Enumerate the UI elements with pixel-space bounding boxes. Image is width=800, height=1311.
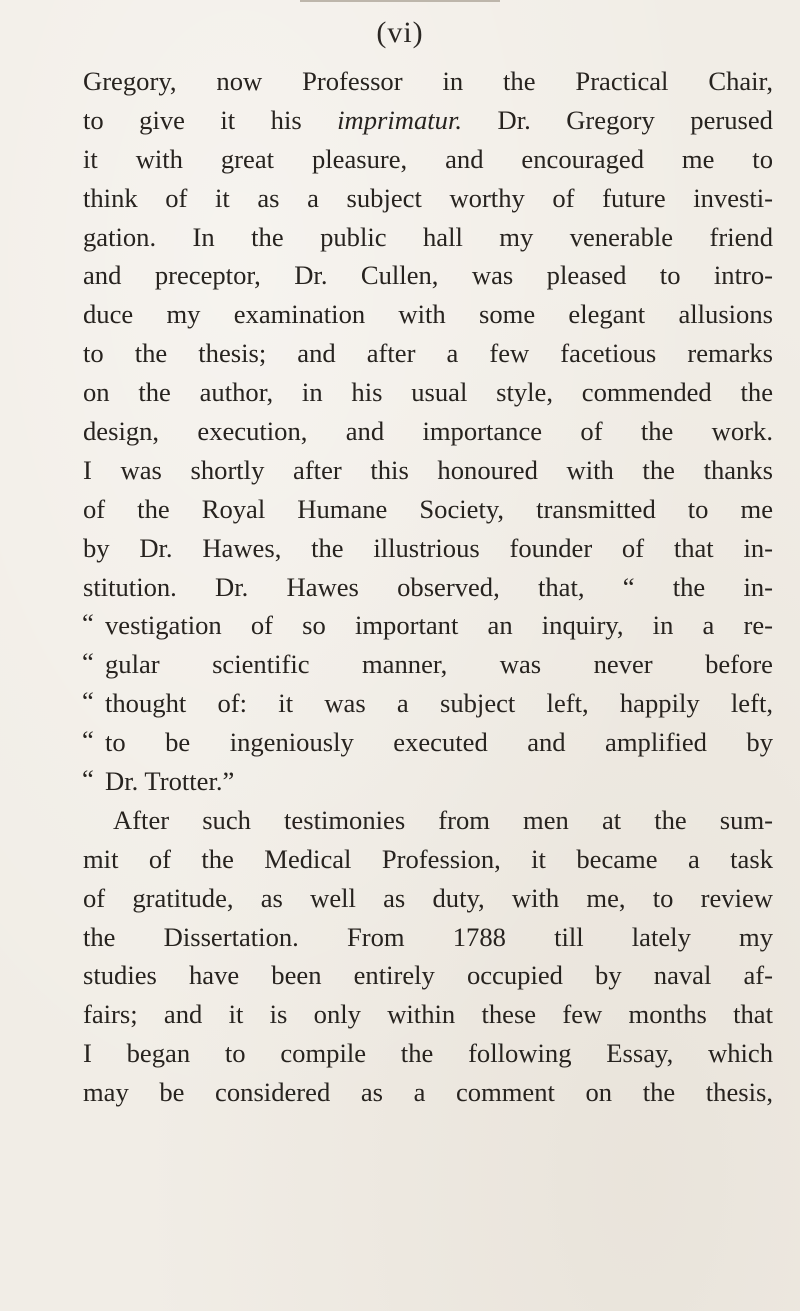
text-line-imprimatur: to give it his imprimatur. Dr. Gregory perused bbox=[83, 104, 773, 135]
text-line: think of it as a subject worthy of future investi- bbox=[83, 182, 773, 213]
text-line: studies have been entirely occupied by naval af- bbox=[83, 960, 773, 991]
text-line: I began to compile the following Essay, which bbox=[83, 1038, 773, 1069]
top-rule bbox=[300, 0, 500, 2]
text-line: it with great pleasure, and encouraged me to bbox=[83, 143, 773, 174]
text-line: After such testimonies from men at the sum- bbox=[113, 804, 773, 835]
text-line: and preceptor, Dr. Cullen, was pleased to intro- bbox=[83, 260, 773, 291]
text-line: duce my examination with some elegant allusions bbox=[83, 299, 773, 330]
quoted-line: “ thought of: it was a subject left, happily left, bbox=[83, 684, 773, 723]
text-line: Gregory, now Professor in the Practical Chair, bbox=[83, 66, 773, 96]
text-line: to the thesis; and after a few facetious remarks bbox=[83, 338, 773, 369]
quoted-line: “ gular scientific manner, was never before bbox=[83, 645, 773, 684]
text-line: by Dr. Hawes, the illustrious founder of that in- bbox=[83, 532, 773, 563]
text-line: I was shortly after this honoured with the thanks bbox=[83, 454, 773, 485]
text-line: fairs; and it is only within these few months that bbox=[83, 999, 773, 1030]
text-line: gation. In the public hall my venerable friend bbox=[83, 221, 773, 252]
quoted-line: “ vestigation of so important an inquiry, in a re- bbox=[83, 606, 773, 645]
text-line: mit of the Medical Profession, it became a task bbox=[83, 843, 773, 874]
text-line: of the Royal Humane Society, transmitted to me bbox=[83, 493, 773, 524]
quoted-line: “ to be ingeniously executed and amplified by bbox=[83, 723, 773, 762]
text-line: the Dissertation. From 1788 till lately my bbox=[83, 921, 773, 952]
page-number: (vi) bbox=[376, 16, 424, 49]
emphasized-word: imprimatur. bbox=[337, 104, 463, 135]
quoted-line: “ Dr. Trotter.” bbox=[83, 762, 773, 801]
text-line: on the author, in his usual style, commended the bbox=[83, 377, 773, 408]
body-text bbox=[83, 62, 773, 1112]
text-line: may be considered as a comment on the thesis, bbox=[83, 1077, 773, 1108]
text-line: stitution. Dr. Hawes observed, that, “ the in- bbox=[83, 571, 773, 602]
text-line: of gratitude, as well as duty, with me, to review bbox=[83, 882, 773, 913]
text-line: design, execution, and importance of the work. bbox=[83, 416, 773, 447]
